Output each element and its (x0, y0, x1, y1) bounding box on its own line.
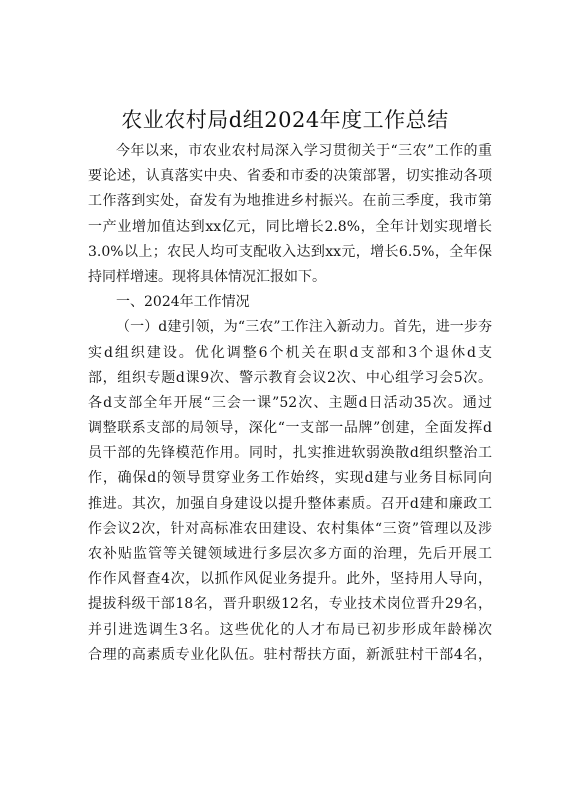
paragraph-line: 要论述，认真落实中央、省委和市委的决策部署，切实推动各项 (88, 168, 492, 185)
paragraph-line: 3.0%以上；农民人均可支配收入达到xx元，增长6.5%，全年保 (88, 243, 492, 260)
paragraph-line: 部，组织专题d课9次、警示教育会议2次、中心组学习会5次。 (88, 369, 492, 386)
paragraph-line: 员干部的先锋模范作用。同时，扎实推进软弱涣散d组织整治工 (88, 445, 492, 462)
paragraph-line: 今年以来，市农业农村局深入学习贯彻关于“三农”工作的重 (116, 143, 492, 159)
paragraph-line: 一产业增加值达到xx亿元，同比增长2.8%，全年计划实现增长 (88, 218, 492, 235)
paragraph-line: 调整联系支部的局领导，深化“一支部一品牌”创建，全面发挥d (88, 420, 492, 437)
document-body (88, 139, 492, 668)
paragraph-line: 作，确保d的领导贯穿业务工作始终，实现d建与业务目标同向 (88, 470, 492, 487)
paragraph-line: 推进。其次，加强自身建设以提升整体素质。召开d建和廉政工 (88, 495, 492, 512)
paragraph-line: （一）d建引领，为“三农”工作注入新动力。首先，进一步夯 (116, 319, 492, 336)
paragraph-line: 提拔科级干部18名，晋升职级12名，专业技术岗位晋升29名， (88, 596, 492, 613)
paragraph-line: 作作风督查4次，以抓作风促业务提升。此外，坚持用人导向， (88, 571, 492, 588)
paragraph-line: 并引进选调生3名。这些优化的人才布局已初步形成年龄梯次 (88, 621, 492, 638)
paragraph-line: 农补贴监管等关键领域进行多层次多方面的治理，先后开展工 (88, 546, 492, 562)
paragraph-line: 实d组织建设。优化调整6个机关在职d支部和3个退休d支 (88, 344, 492, 361)
paragraph-line: 作会议2次，针对高标准农田建设、农村集体“三资”管理以及涉 (88, 520, 492, 537)
paragraph-line: 持同样增速。现将具体情况汇报如下。 (88, 268, 326, 285)
paragraph-line: 工作落到实处，奋发有为地推进乡村振兴。在前三季度，我市第 (88, 193, 492, 210)
section-heading: 一、2024年工作情况 (116, 294, 250, 311)
paragraph-line: 各d支部全年开展“三会一课”52次、主题d日活动35次。通过 (88, 394, 492, 411)
paragraph-line: 合理的高素质专业化队伍。驻村帮扶方面，新派驻村干部4名， (88, 646, 492, 663)
document-title: 农业农村局d组2024年度工作总结 (121, 108, 449, 132)
